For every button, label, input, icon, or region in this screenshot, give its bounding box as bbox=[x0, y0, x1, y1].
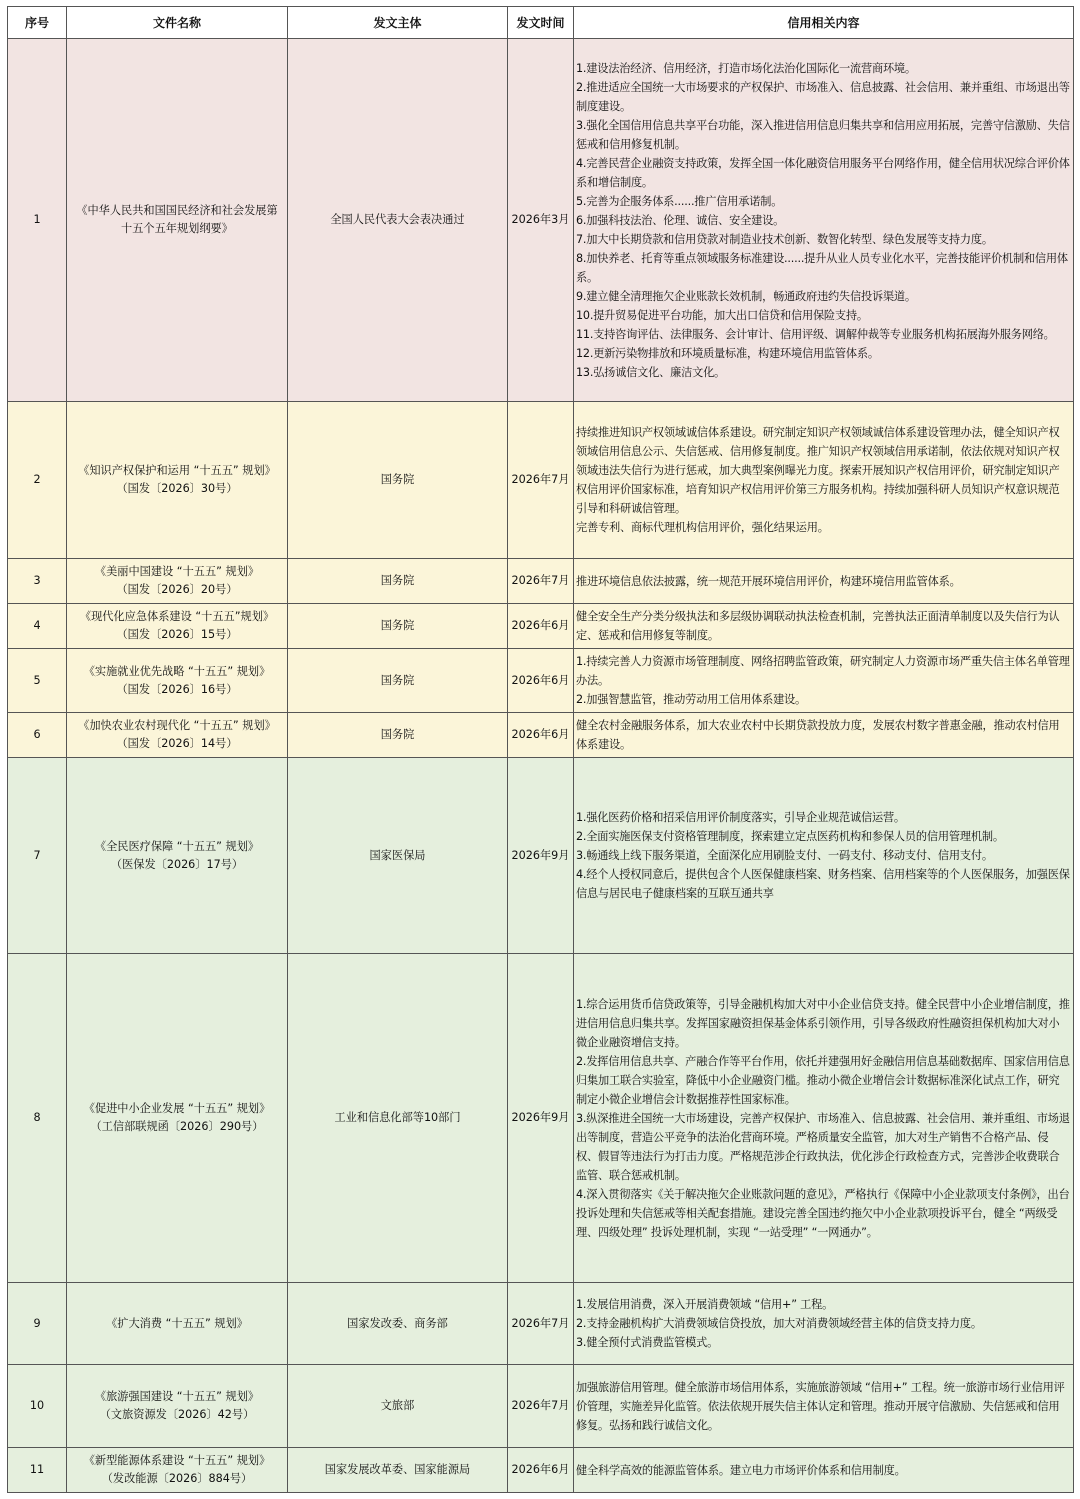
issuer: 国务院 bbox=[288, 402, 508, 559]
content-item: 持续推进知识产权领域诚信体系建设。研究制定知识产权领域诚信体系建设管理办法，健全知识产权领域信用信息公示、失信惩戒、信用修复制度。推广知识产权领域信用承诺制，依法依规对知识产权领域违法失信行为进行惩戒，加大典型案例曝光力度。探索开展知识产权信用评价，研究制定知识产权信用评价国家标准，培育知识产权信用评价第三方服务机构。持续加强科研人员知识产权意识规范引导和科研诚信管理。 bbox=[576, 426, 1060, 515]
row-number: 4 bbox=[8, 604, 67, 649]
row-number: 2 bbox=[8, 402, 67, 559]
table-row bbox=[8, 1448, 1074, 1493]
document-title bbox=[67, 402, 288, 559]
row-number: 3 bbox=[8, 559, 67, 604]
row-number: 6 bbox=[8, 713, 67, 758]
row-number: 9 bbox=[8, 1283, 67, 1365]
document-title-text: 《加快农业农村现代化 “十五五” 规划》 bbox=[78, 719, 276, 732]
header-title: 文件名称 bbox=[67, 7, 288, 39]
issue-date: 2026年6月 bbox=[508, 604, 574, 649]
content-item: 2.加强智慧监管，推动劳动用工信用体系建设。 bbox=[576, 693, 807, 706]
document-number-text: （工信部联规函〔2026〕290号） bbox=[90, 1120, 264, 1133]
row-number: 1 bbox=[8, 39, 67, 402]
content-item: 4.深入贯彻落实《关于解决拖欠企业账款问题的意见》，严格执行《保障中小企业款项支付条例》，出台投诉处理和失信惩戒等相关配套措施。建设完善全国违约拖欠中小企业款项投诉平台，健全 “两级受理、四级处理” 投诉处理机制，实现 “一站受理” “一网通办”。 bbox=[576, 1187, 1070, 1239]
content-item: 5.完善为企服务体系......推广信用承诺制。 bbox=[576, 194, 783, 208]
policy-table bbox=[7, 6, 1074, 1493]
table-row bbox=[8, 1283, 1074, 1365]
credit-content bbox=[574, 604, 1074, 649]
document-number-text: （国发〔2026〕14号） bbox=[116, 737, 238, 750]
content-item: 11.支持咨询评估、法律服务、会计审计、信用评级、调解仲裁等专业服务机构拓展海外服务网络。 bbox=[576, 327, 1055, 341]
issuer: 国务院 bbox=[288, 604, 508, 649]
content-item: 2.推进适应全国统一大市场要求的产权保护、市场准入、信息披露、社会信用、兼并重组、市场退出等制度建设。 bbox=[576, 80, 1070, 113]
content-item: 4.经个人授权同意后，提供包含个人医保健康档案、财务档案、信用档案等的个人医保服务，加强医保信息与居民电子健康档案的互联互通共享 bbox=[576, 868, 1070, 900]
issuer: 国家发展改革委、国家能源局 bbox=[288, 1448, 508, 1493]
document-title bbox=[67, 1365, 288, 1448]
content-item: 1.建设法治经济、信用经济，打造市场化法治化国际化一流营商环境。 bbox=[576, 61, 916, 75]
content-item: 13.弘扬诚信文化、廉洁文化。 bbox=[576, 365, 726, 379]
content-item: 1.强化医药价格和招采信用评价制度落实，引导企业规范诚信运营。 bbox=[576, 811, 905, 824]
document-title bbox=[67, 39, 288, 402]
credit-content bbox=[574, 1448, 1074, 1493]
document-title-text: 《全民医疗保障 “十五五” 规划》 bbox=[94, 839, 260, 853]
table-row bbox=[8, 559, 1074, 604]
issuer: 国家医保局 bbox=[288, 758, 508, 954]
document-number-text: （国发〔2026〕16号） bbox=[116, 682, 238, 696]
issue-date: 2026年6月 bbox=[508, 713, 574, 758]
header-row bbox=[8, 7, 1074, 39]
content-item: 加强旅游信用管理。健全旅游市场信用体系，实施旅游领域 “信用+” 工程。统一旅游市场行业信用评价管理，实施差异化监管。依法依规开展失信主体认定和管理。推动开展守信激励、失信惩戒和信用修复。弘扬和践行诚信文化。 bbox=[576, 1380, 1065, 1432]
content-item: 2.支持金融机构扩大消费领域信贷投放，加大对消费领域经营主体的信贷支持力度。 bbox=[576, 1317, 982, 1330]
content-item: 1.综合运用货币信贷政策等，引导金融机构加大对中小企业信贷支持。健全民营中小企业增信制度，推进信用信息归集共享。发挥国家融资担保基金体系引领作用，引导各级政府性融资担保机构加大对小微企业融资增信支持。 bbox=[576, 997, 1070, 1049]
credit-content bbox=[574, 758, 1074, 954]
document-number-text: （文旅资源发〔2026〕42号） bbox=[99, 1408, 255, 1421]
issue-date: 2026年7月 bbox=[508, 1365, 574, 1448]
row-number: 7 bbox=[8, 758, 67, 954]
issue-date: 2026年7月 bbox=[508, 402, 574, 559]
table-row bbox=[8, 402, 1074, 559]
content-item: 2.发挥信用信息共享、产融合作等平台作用，依托并建强用好金融信用信息基础数据库、国家信用信息归集加工联合实验室，降低中小企业融资门槛。推动小微企业增信会计数据标准深化试点工作，研究制定小微企业增信会计数据推荐性国家标准。 bbox=[576, 1054, 1070, 1106]
document-title bbox=[67, 604, 288, 649]
content-item: 3.纵深推进全国统一大市场建设，完善产权保护、市场准入、信息披露、社会信用、兼并重组、市场退出等制度，营造公平竞争的法治化营商环境。严格质量安全监管，加大对生产销售不合格产品、侵权、假冒等违法行为打击力度。严格规范涉企行政执法，优化涉企行政检查方式，完善涉企收费联合监管、联合惩戒机制。 bbox=[576, 1111, 1070, 1182]
content-item: 完善专利、商标代理机构信用评价，强化结果运用。 bbox=[576, 521, 829, 534]
document-number-text: （国发〔2026〕30号） bbox=[116, 482, 238, 495]
content-item: 健全科学高效的能源监管体系。建立电力市场评价体系和信用制度。 bbox=[576, 1463, 906, 1477]
content-item: 3.强化全国信用信息共享平台功能，深入推进信用信息归集共享和信用应用拓展，完善守信激励、失信惩戒和信用修复机制。 bbox=[576, 118, 1070, 151]
credit-content bbox=[574, 402, 1074, 559]
credit-content bbox=[574, 1365, 1074, 1448]
row-number: 5 bbox=[8, 649, 67, 713]
issue-date: 2026年6月 bbox=[508, 649, 574, 713]
content-item: 健全安全生产分类分级执法和多层级协调联动执法检查机制，完善执法正面清单制度以及失信行为认定、惩戒和信用修复等制度。 bbox=[576, 610, 1060, 642]
content-item: 1.发展信用消费，深入开展消费领域 “信用+” 工程。 bbox=[576, 1298, 834, 1311]
table-row bbox=[8, 758, 1074, 954]
credit-content bbox=[574, 713, 1074, 758]
credit-content bbox=[574, 954, 1074, 1283]
issue-date: 2026年3月 bbox=[508, 39, 574, 402]
table-row bbox=[8, 713, 1074, 758]
content-item: 4.完善民营企业融资支持政策，发挥全国一体化融资信用服务平台网络作用，健全信用状况综合评价体系和增信制度。 bbox=[576, 156, 1070, 189]
header-date: 发文时间 bbox=[508, 7, 574, 39]
table-body bbox=[8, 39, 1074, 1493]
content-item: 10.提升贸易促进平台功能，加大出口信贷和信用保险支持。 bbox=[576, 308, 868, 322]
document-title-text: 《旅游强国建设 “十五五” 规划》 bbox=[94, 1390, 260, 1403]
document-title bbox=[67, 758, 288, 954]
content-item: 推进环境信息依法披露，统一规范开展环境信用评价，构建环境信用监管体系。 bbox=[576, 574, 961, 588]
header-content: 信用相关内容 bbox=[574, 7, 1074, 39]
table-row bbox=[8, 604, 1074, 649]
document-title bbox=[67, 954, 288, 1283]
document-title-text: 《美丽中国建设 “十五五” 规划》 bbox=[94, 565, 260, 578]
table-row bbox=[8, 39, 1074, 402]
issue-date: 2026年6月 bbox=[508, 1448, 574, 1493]
issuer: 国务院 bbox=[288, 649, 508, 713]
document-title-text: 《扩大消费 “十五五” 规划》 bbox=[106, 1316, 248, 1330]
document-title-text: 《知识产权保护和运用 “十五五” 规划》 bbox=[78, 464, 276, 477]
document-title bbox=[67, 559, 288, 604]
document-number-text: （医保发〔2026〕17号） bbox=[110, 857, 244, 871]
header-no: 序号 bbox=[8, 7, 67, 39]
issue-date: 2026年9月 bbox=[508, 954, 574, 1283]
credit-content bbox=[574, 1283, 1074, 1365]
content-item: 3.畅通线上线下服务渠道，全面深化应用刷脸支付、一码支付、移动支付、信用支付。 bbox=[576, 849, 993, 862]
document-title bbox=[67, 1283, 288, 1365]
document-title bbox=[67, 1448, 288, 1493]
issuer: 国务院 bbox=[288, 559, 508, 604]
content-item: 健全农村金融服务体系，加大农业农村中长期贷款投放力度，发展农村数字普惠金融，推动农村信用体系建设。 bbox=[576, 719, 1060, 751]
document-number-text: （发改能源〔2026〕884号） bbox=[101, 1472, 253, 1485]
issuer: 国务院 bbox=[288, 713, 508, 758]
row-number: 11 bbox=[8, 1448, 67, 1493]
issuer: 国家发改委、商务部 bbox=[288, 1283, 508, 1365]
row-number: 8 bbox=[8, 954, 67, 1283]
content-item: 2.全面实施医保支付资格管理制度，探索建立定点医药机构和参保人员的信用管理机制。 bbox=[576, 830, 1004, 843]
document-title bbox=[67, 649, 288, 713]
issuer: 文旅部 bbox=[288, 1365, 508, 1448]
content-item: 12.更新污染物排放和环境质量标准，构建环境信用监管体系。 bbox=[576, 346, 879, 360]
credit-content bbox=[574, 39, 1074, 402]
document-title-text: 《促进中小企业发展 “十五五” 规划》 bbox=[83, 1102, 271, 1115]
issuer: 工业和信息化部等10部门 bbox=[288, 954, 508, 1283]
document-number-text: （国发〔2026〕15号） bbox=[116, 628, 238, 641]
document-title-text: 《现代化应急体系建设 “十五五”规划》 bbox=[79, 610, 275, 623]
document-title-text: 《中华人民共和国国民经济和社会发展第十五个五年规划纲要》 bbox=[76, 204, 278, 235]
document-title bbox=[67, 713, 288, 758]
content-item: 9.建立健全清理拖欠企业账款长效机制，畅通政府违约失信投诉渠道。 bbox=[576, 289, 916, 303]
document-title-text: 《实施就业优先战略 “十五五” 规划》 bbox=[83, 664, 271, 678]
document-number-text: （国发〔2026〕20号） bbox=[116, 583, 238, 596]
table-row bbox=[8, 954, 1074, 1283]
table-row bbox=[8, 1365, 1074, 1448]
document-title-text: 《新型能源体系建设 “十五五” 规划》 bbox=[83, 1454, 271, 1467]
table-row bbox=[8, 649, 1074, 713]
issuer: 全国人民代表大会表决通过 bbox=[288, 39, 508, 402]
header-issuer: 发文主体 bbox=[288, 7, 508, 39]
content-item: 1.持续完善人力资源市场管理制度、网络招聘监管政策，研究制定人力资源市场严重失信主体名单管理办法。 bbox=[576, 655, 1070, 687]
content-item: 7.加大中长期贷款和信用贷款对制造业技术创新、数智化转型、绿色发展等支持力度。 bbox=[576, 232, 993, 246]
row-number: 10 bbox=[8, 1365, 67, 1448]
issue-date: 2026年7月 bbox=[508, 559, 574, 604]
credit-content bbox=[574, 649, 1074, 713]
content-item: 3.健全预付式消费监管模式。 bbox=[576, 1336, 719, 1349]
issue-date: 2026年9月 bbox=[508, 758, 574, 954]
credit-content bbox=[574, 559, 1074, 604]
content-item: 6.加强科技法治、伦理、诚信、安全建设。 bbox=[576, 213, 785, 227]
content-item: 8.加快养老、托育等重点领域服务标准建设......提升从业人员专业化水平，完善技能评价机制和信用体系。 bbox=[576, 251, 1068, 284]
issue-date: 2026年7月 bbox=[508, 1283, 574, 1365]
